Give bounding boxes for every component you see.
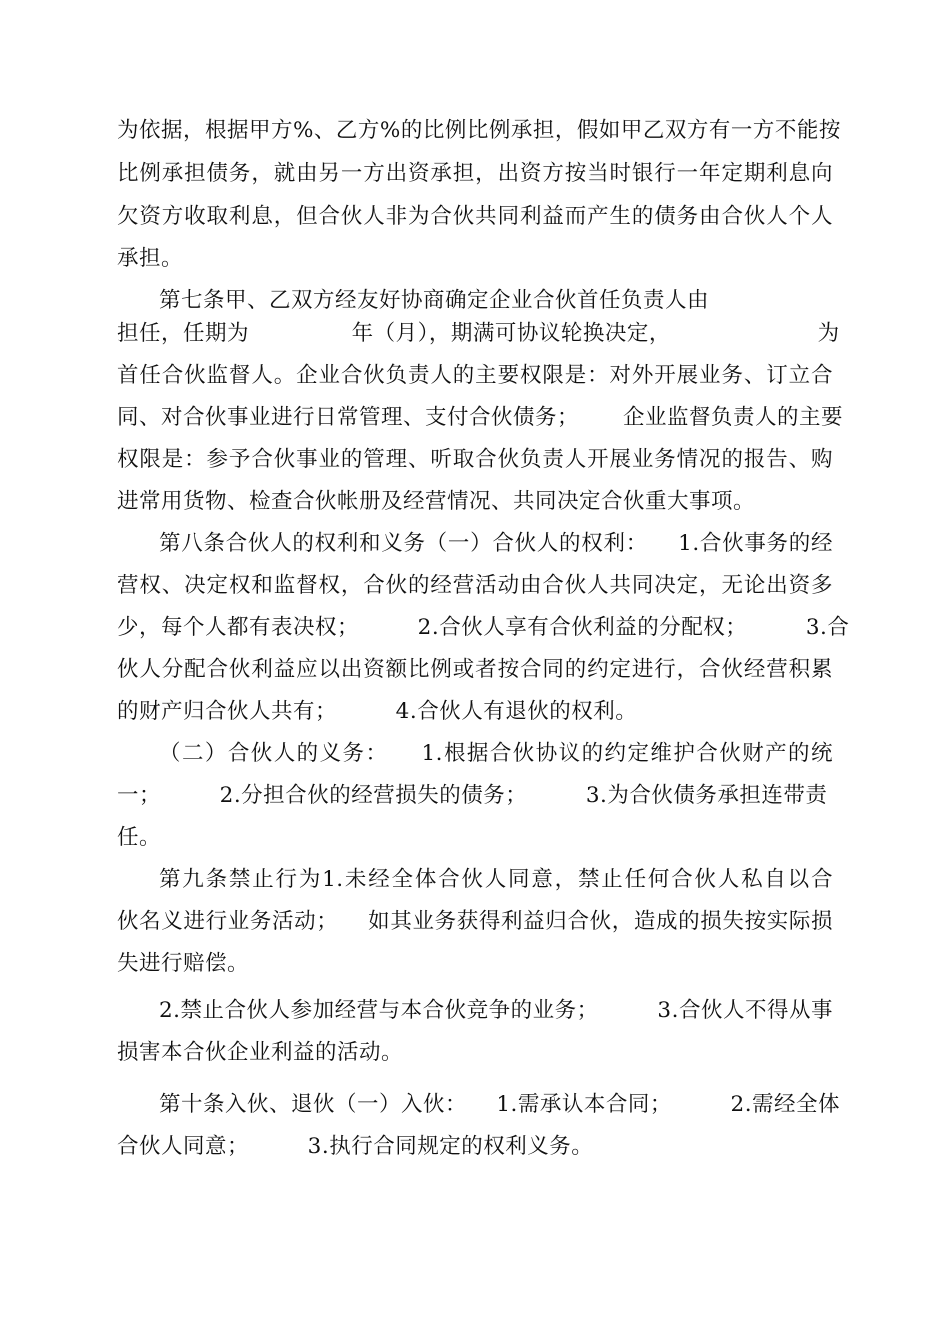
paragraph-2-line-2: 担任，任期为 年（月），期满可协议轮换决定， 为	[117, 321, 840, 346]
paragraph-5-line-3: 失进行赔偿。	[117, 951, 250, 976]
paragraph-1-line-4: 承担。	[117, 246, 184, 271]
paragraph-5-line-1: 第九条禁止行为1.未经全体合伙人同意，禁止任何合伙人私自以合	[159, 867, 833, 892]
paragraph-4-line-2: 一； 2.分担合伙的经营损失的债务； 3.为合伙债务承担连带责	[117, 783, 828, 808]
paragraph-3-line-1: 第八条合伙人的权利和义务（一）合伙人的权利： 1.合伙事务的经	[159, 531, 833, 556]
paragraph-7-line-1: 第十条入伙、退伙（一）入伙： 1.需承认本合同； 2.需经全体	[159, 1092, 841, 1117]
paragraph-1-line-2: 比例承担债务，就由另一方出资承担，出资方按当时银行一年定期利息向	[117, 161, 833, 186]
paragraph-2-line-3: 首任合伙监督人。企业合伙负责人的主要权限是：对外开展业务、订立合	[117, 363, 833, 388]
paragraph-4-line-3: 任。	[117, 825, 162, 850]
paragraph-3-line-2: 营权、决定权和监督权，合伙的经营活动由合伙人共同决定，无论出资多	[117, 573, 833, 598]
paragraph-6-line-2: 损害本合伙企业利益的活动。	[117, 1040, 404, 1065]
paragraph-7-line-2: 合伙人同意； 3.执行合同规定的权利义务。	[117, 1134, 594, 1159]
paragraph-6-line-1: 2.禁止合伙人参加经营与本合伙竞争的业务； 3.合伙人不得从事	[159, 998, 833, 1023]
paragraph-3-line-3: 少，每个人都有表决权； 2.合伙人享有合伙利益的分配权； 3.合	[117, 615, 850, 640]
paragraph-3-line-4: 伙人分配合伙利益应以出资额比例或者按合同的约定进行，合伙经营积累	[117, 657, 833, 682]
paragraph-2-line-5: 权限是：参予合伙事业的管理、听取合伙负责人开展业务情况的报告、购	[117, 447, 833, 472]
paragraph-1-line-3: 欠资方收取利息，但合伙人非为合伙共同利益而产生的债务由合伙人个人	[117, 204, 833, 229]
paragraph-5-line-2: 伙名义进行业务活动； 如其业务获得利益归合伙，造成的损失按实际损	[117, 909, 833, 934]
paragraph-2-line-1: 第七条甲、乙双方经友好协商确定企业合伙首任负责人由	[159, 288, 710, 313]
paragraph-3-line-5: 的财产归合伙人共有； 4.合伙人有退伙的权利。	[117, 699, 638, 724]
paragraph-2-line-4: 同、对合伙事业进行日常管理、支付合伙债务； 企业监督负责人的主要	[117, 405, 844, 430]
paragraph-4-line-1: （二）合伙人的义务： 1.根据合伙协议的约定维护合伙财产的统	[159, 741, 833, 766]
paragraph-2-line-6: 进常用货物、检查合伙帐册及经营情况、共同决定合伙重大事项。	[117, 489, 756, 514]
paragraph-1-line-1: 为依据，根据甲方%、乙方%的比例比例承担，假如甲乙双方有一方不能按	[117, 118, 841, 143]
